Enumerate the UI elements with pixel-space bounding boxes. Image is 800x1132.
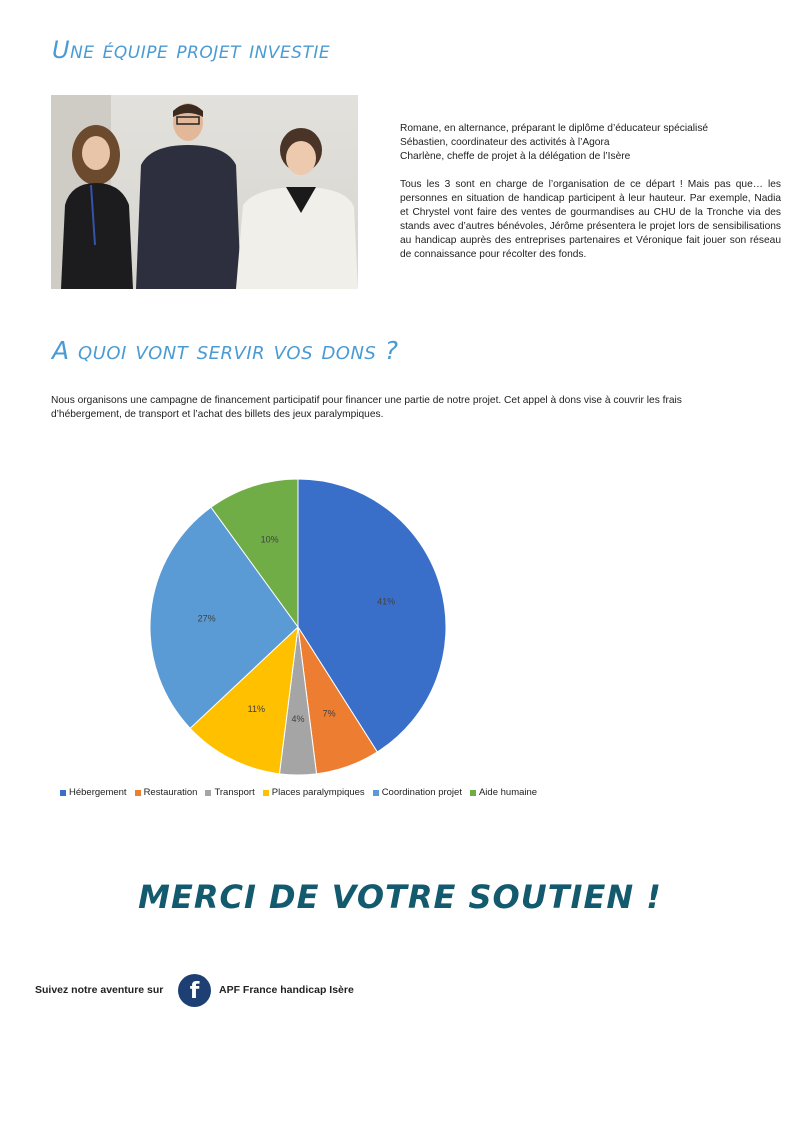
legend-item (60, 787, 127, 798)
legend-swatch (205, 790, 211, 796)
legend-item (135, 787, 198, 798)
team-member-line: Romane, en alternance, préparant le diplôme d’éducateur spécialisé (400, 123, 709, 134)
pie-data-label: 7% (322, 708, 336, 719)
pie-data-label: 27% (197, 613, 216, 624)
legend-label: Coordination projet (381, 787, 462, 798)
legend-item (205, 787, 254, 798)
legend-label: Aide humaine (478, 787, 538, 798)
legend-item (263, 787, 365, 798)
legend-swatch (470, 790, 476, 796)
team-section-title: Une équipe projet investie (52, 36, 331, 64)
pie-data-label: 10% (260, 534, 279, 545)
legend-label: Places paralympiques (271, 787, 365, 798)
pie-data-label: 41% (377, 596, 396, 607)
legend-swatch (263, 790, 269, 796)
team-description (400, 122, 781, 262)
team-photo (51, 95, 358, 289)
donations-intro: Nous organisons une campagne de financement participatif pour financer une partie de notre projet. Cet appel à dons vise à couvrir les frais d’hébergement, de transport et l’achat des billets des jeux paralympiques. (51, 395, 682, 420)
thanks-heading: MERCI DE VOTRE SOUTIEN ! (138, 878, 662, 916)
donations-section-title: A quoi vont servir vos dons ? (52, 336, 399, 365)
legend-label: Restauration (143, 787, 198, 798)
pie-data-label: 11% (247, 703, 266, 714)
legend-item (470, 787, 537, 798)
follow-text: Suivez notre aventure sur (35, 984, 164, 996)
legend-swatch (60, 790, 66, 796)
team-member-line: Charlène, cheffe de projet à la délégation de l’Isère (400, 151, 631, 162)
facebook-icon[interactable]: f (178, 974, 211, 1007)
legend-swatch (135, 790, 141, 796)
team-paragraph: Tous les 3 sont en charge de l’organisation de ce départ ! Mais pas que… les personnes en situation de handicap participent à leur hauteur. Par exemple, Nadia et Chrystel vont faire des ventes de gourmandises au CHU de la Tronche via des stands avec d’autres bénévoles, Jérôme présentera le projet lors de sensibilisations au handicap auprès des entreprises partenaires et Véronique fait jouer son réseau de connaissance pour récolter des fonds. (400, 179, 781, 260)
donations-pie-chart (140, 470, 460, 790)
legend-item (373, 787, 462, 798)
legend-swatch (373, 790, 379, 796)
legend-label: Transport (214, 787, 255, 798)
legend-label: Hébergement (69, 787, 127, 798)
pie-legend (60, 787, 537, 798)
team-member-line: Sébastien, coordinateur des activités à l’Agora (400, 137, 610, 148)
facebook-page-link[interactable]: APF France handicap Isère (219, 984, 354, 996)
pie-data-label: 4% (291, 713, 305, 724)
